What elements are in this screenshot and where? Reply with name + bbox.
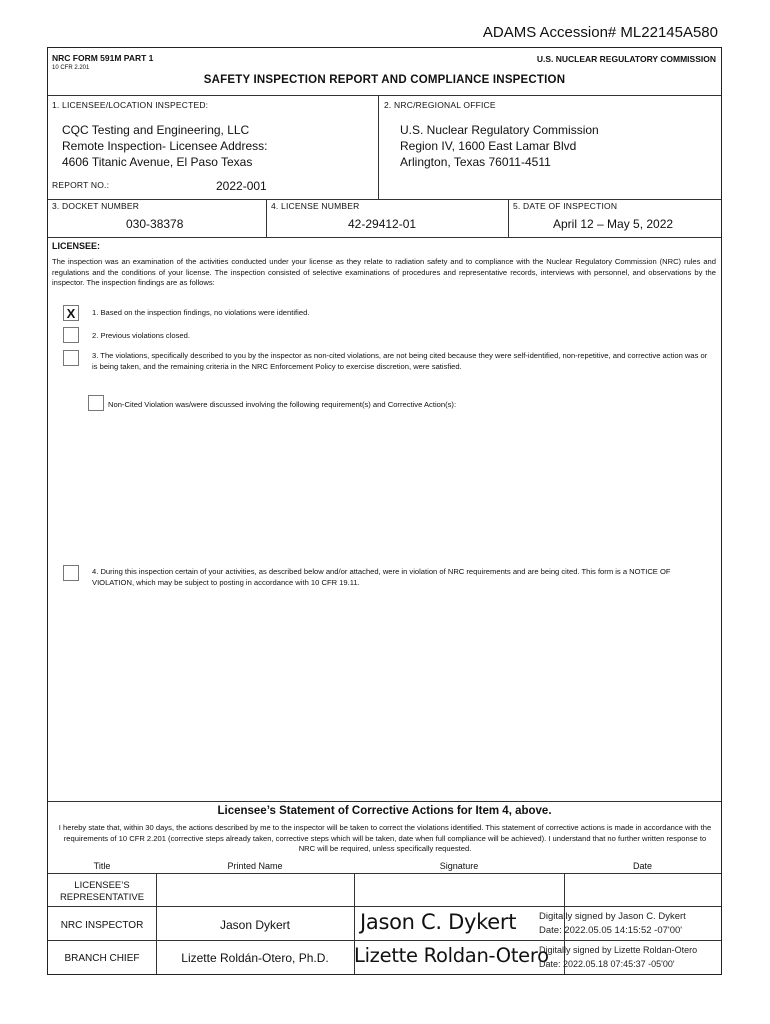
divider <box>48 801 721 802</box>
divider <box>266 199 267 237</box>
non-cited-violation-text: Non-Cited Violation was/were discussed involving the following requirement(s) and Corrective Action(s): <box>108 400 457 409</box>
licensee-name: CQC Testing and Engineering, LLC <box>62 123 250 137</box>
divider <box>48 199 721 200</box>
divider <box>48 95 721 96</box>
regional-office-label: 2. NRC/REGIONAL OFFICE <box>384 100 496 110</box>
digital-signature-signer: Digitally signed by Jason C. Dykert <box>539 911 686 922</box>
title-line: LICENSEE’S <box>74 880 130 891</box>
statement-heading: Licensee’s Statement of Corrective Actions for Item 4, above. <box>217 805 552 817</box>
statement-text: I hereby state that, within 30 days, the actions described by me to the inspector will be taken to correct the violations identified. This statement of corrective actions is made in accordance with the requirements of 10 CFR 2.201 (corrective steps already taken, corrective steps which will be taken, date when full compliance will be achieved). I understand that no further written response to NRC will be required, unless specifically requested. <box>58 823 712 853</box>
report-number-label: REPORT NO.: <box>52 180 110 190</box>
inspection-date-value: April 12 – May 5, 2022 <box>553 217 674 231</box>
branch-chief-title: BRANCH CHIEF <box>64 953 140 964</box>
agency-name: U.S. NUCLEAR REGULATORY COMMISSION <box>536 54 716 64</box>
non-cited-violation-checkbox[interactable] <box>88 395 104 411</box>
divider <box>48 906 721 907</box>
digital-signature-date: Date: 2022.05.05 14:15:52 -07'00' <box>539 925 683 936</box>
licensee-representative-date-field[interactable] <box>564 874 721 906</box>
nrc-form-591m <box>47 47 722 975</box>
header-signature: Signature <box>439 861 479 871</box>
finding-4-text: 4. During this inspection certain of your activities, as described below and/or attached, were in violation of NRC requirements and are being cited. This form is a NOTICE OF VIOLATION, which may be subject to posting in accordance with 10 CFR 19.11. <box>92 567 671 587</box>
branch-chief-digital-signature <box>539 943 697 971</box>
form-name: NRC FORM 591M PART 1 <box>52 53 154 63</box>
divider <box>48 237 721 238</box>
nrc-inspector-signature: Jason C. Dykert <box>360 910 517 934</box>
licensee-address-note: Remote Inspection- Licensee Address: <box>62 139 268 153</box>
regional-office-line3: Arlington, Texas 76011-4511 <box>400 155 551 169</box>
regional-office-line2: Region IV, 1600 East Lamar Blvd <box>400 139 577 153</box>
inspection-intro-text: The inspection was an examination of the activities conducted under your license as they relate to radiation safety and to compliance with the Nuclear Regulatory Commission (NRC) rules and regulations and the conditions of your license. The inspection consisted of selective examinations of procedures and representative records, interviews with personnel, and observations by the inspector. The inspection findings are as follows: <box>52 257 716 287</box>
licensee-heading: LICENSEE: <box>52 241 101 251</box>
digital-signature-date: Date: 2022.05.18 07:45:37 -05'00' <box>539 959 675 969</box>
finding-4-checkbox[interactable] <box>63 565 79 581</box>
docket-number-label: 3. DOCKET NUMBER <box>52 201 140 211</box>
finding-3-checkbox[interactable] <box>63 350 79 366</box>
inspection-date-label: 5. DATE OF INSPECTION <box>513 201 618 211</box>
divider <box>508 199 509 237</box>
report-number-value: 2022-001 <box>216 179 267 193</box>
license-number-value: 42-29412-01 <box>348 217 417 231</box>
divider <box>48 940 721 941</box>
licensee-location-label: 1. LICENSEE/LOCATION INSPECTED: <box>52 100 209 110</box>
finding-2-text: 2. Previous violations closed. <box>92 331 190 340</box>
branch-chief-name: Lizette Roldán-Otero, Ph.D. <box>181 951 329 965</box>
regional-office-line1: U.S. Nuclear Regulatory Commission <box>400 123 599 137</box>
header-title: Title <box>93 861 111 871</box>
finding-1-checkbox[interactable]: X <box>63 305 79 321</box>
licensee-representative-title <box>48 880 156 904</box>
branch-chief-signature: Lizette Roldan-Otero <box>354 944 549 967</box>
adams-accession-number: ADAMS Accession# ML22145A580 <box>482 24 718 41</box>
divider <box>378 95 379 199</box>
nrc-inspector-name: Jason Dykert <box>219 918 291 932</box>
form-title: SAFETY INSPECTION REPORT AND COMPLIANCE INSPECTION <box>203 74 566 86</box>
docket-number-value: 030-38378 <box>126 217 184 231</box>
finding-2-checkbox[interactable] <box>63 327 79 343</box>
header-date: Date <box>632 861 652 871</box>
digital-signature-signer: Digitally signed by Lizette Roldan-Otero <box>539 945 698 955</box>
nrc-inspector-title: NRC INSPECTOR <box>60 920 144 931</box>
finding-1-text: 1. Based on the inspection findings, no violations were identified. <box>92 308 310 317</box>
licensee-location-value <box>62 122 267 170</box>
cfr-reference: 10 CFR 2.201 <box>52 65 90 71</box>
licensee-representative-signature-field[interactable] <box>354 874 564 906</box>
licensee-address: 4606 Titanic Avenue, El Paso Texas <box>62 155 253 169</box>
licensee-representative-name-field[interactable] <box>156 874 354 906</box>
regional-office-value <box>400 122 599 170</box>
header-printed-name: Printed Name <box>227 861 283 871</box>
finding-3-text: 3. The violations, specifically described to you by the inspector as non-cited violations, are not being cited because they were self-identified, non-repetitive, and corrective action was or is being taken, and the remaining criteria in the NRC Enforcement Policy to exercise discretion, were satisfied. <box>92 351 708 371</box>
nrc-inspector-digital-signature <box>539 910 686 938</box>
title-line: REPRESENTATIVE <box>59 892 145 903</box>
license-number-label: 4. LICENSE NUMBER <box>271 201 360 211</box>
